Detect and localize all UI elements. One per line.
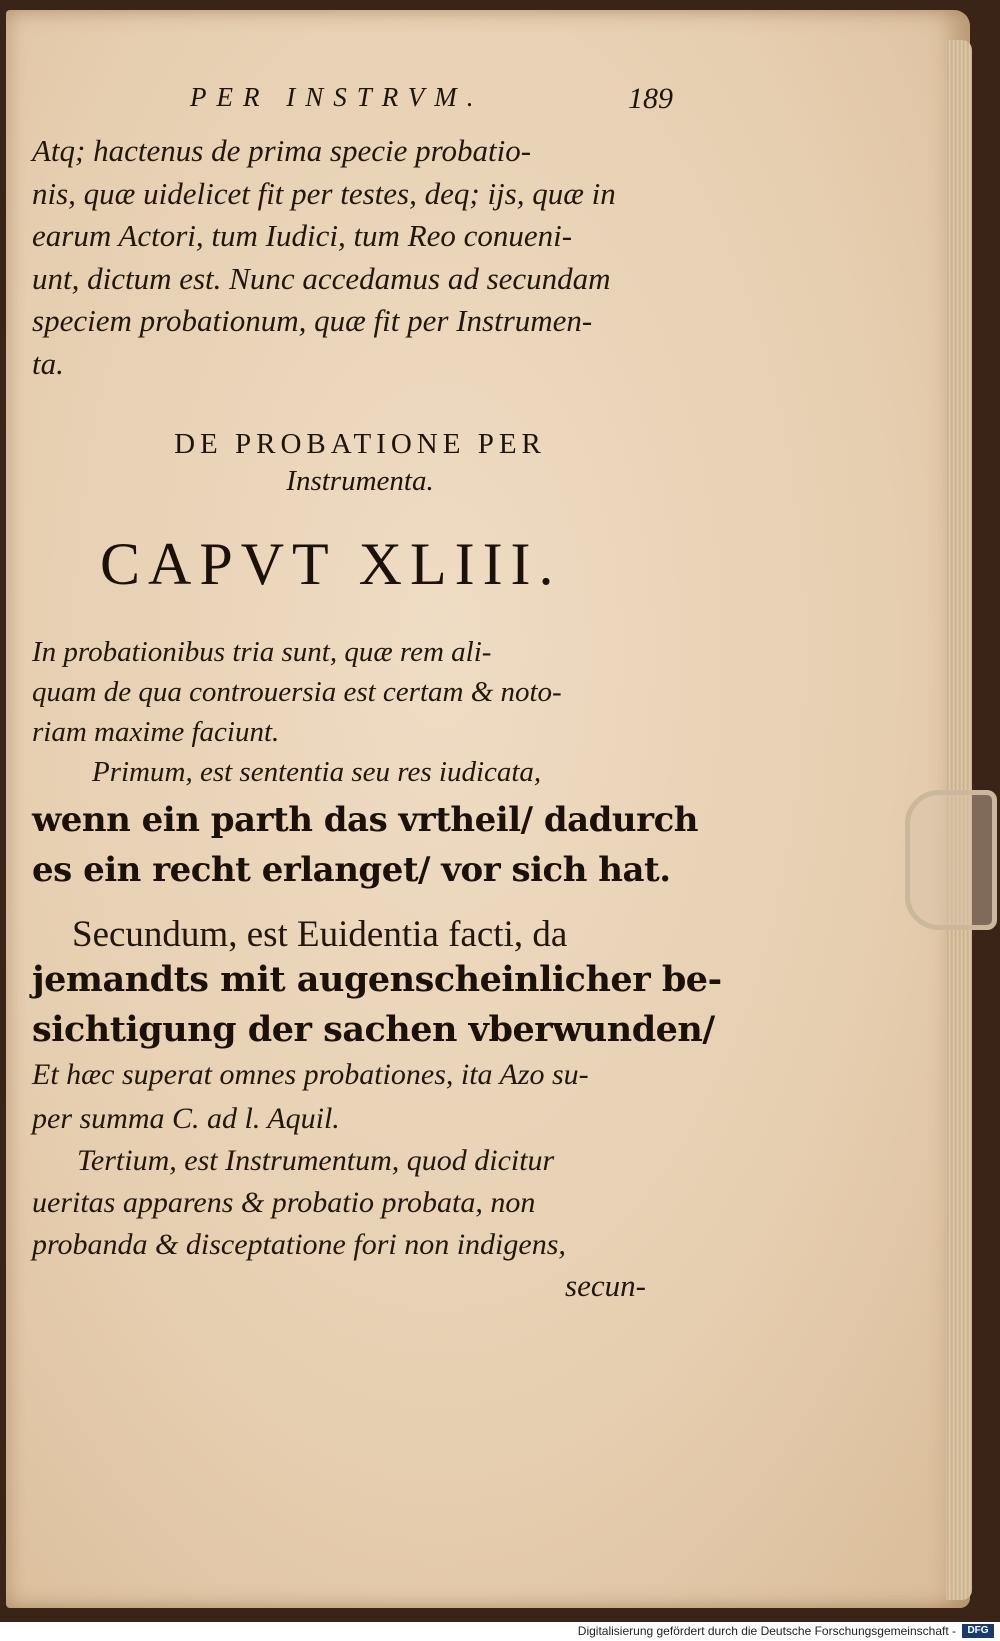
- text-line: earum Actori, tum Iudici, tum Reo conueni-: [32, 218, 573, 253]
- paragraph-1: [32, 130, 682, 385]
- text-line: ta.: [32, 345, 64, 381]
- text-line: per summa C. ad l. Aquil.: [32, 1102, 340, 1135]
- paragraph-6: [32, 1140, 682, 1266]
- paragraph-5: [32, 1053, 682, 1141]
- dfg-logo: DFG: [962, 1624, 994, 1638]
- text-line: riam maxime faciunt.: [32, 716, 280, 748]
- text-line: sichtigung der sachen vberwunden/: [32, 1009, 715, 1050]
- text-line: es ein recht erlanget/ vor sich hat.: [32, 850, 671, 890]
- running-head: PER INSTRVM.: [190, 82, 484, 112]
- heading-line-1: DE PROBATIONE PER: [174, 428, 546, 460]
- text-line: wenn ein parth das vrtheil/ dadurch: [32, 800, 698, 840]
- funding-note: Digitalisierung gefördert durch die Deutsche Forschungsgemeinschaft -: [577, 1624, 956, 1638]
- text-line: speciem probationum, quæ fit per Instrumen-: [32, 303, 593, 338]
- digitization-footer: [0, 1622, 1000, 1641]
- text-line: jemandts mit augenscheinlicher be-: [32, 959, 722, 1000]
- text-line: In probationibus tria sunt, quæ rem ali-: [32, 636, 492, 668]
- section-heading: [110, 428, 610, 498]
- paragraph-2: [32, 632, 682, 752]
- text-line: unt, dictum est. Nunc accedamus ad secundam: [32, 260, 611, 296]
- folio-number: 189: [628, 82, 673, 115]
- chapter-title: CAPVT XLIII.: [100, 531, 562, 597]
- german-passage-2: [32, 955, 722, 1055]
- text-line: Et hæc superat omnes probationes, ita Azo su-: [32, 1058, 589, 1091]
- text-line: Atq; hactenus de prima specie probatio-: [32, 133, 532, 168]
- heading-line-2: Instrumenta.: [286, 465, 434, 497]
- text-line: Secundum, est Euidentia facti, da: [72, 914, 568, 955]
- text-line: nis, quæ uidelicet fit per testes, deq; ijs, quæ in: [32, 175, 616, 211]
- text-line: quam de qua controuersia est certam & noto-: [32, 676, 562, 708]
- catchword: secun-: [565, 1268, 646, 1303]
- text-line: Tertium, est Instrumentum, quod dicitur: [77, 1144, 555, 1177]
- german-passage-1: [32, 795, 698, 895]
- paragraph-4: [32, 910, 682, 960]
- text-line: ueritas apparens & probatio probata, non: [32, 1186, 536, 1219]
- paragraph-3: [32, 752, 682, 792]
- text-line: probanda & disceptatione fori non indigens,: [32, 1228, 566, 1261]
- book-clasp: [905, 790, 997, 930]
- text-line: Primum, est sententia seu res iudicata,: [92, 756, 542, 788]
